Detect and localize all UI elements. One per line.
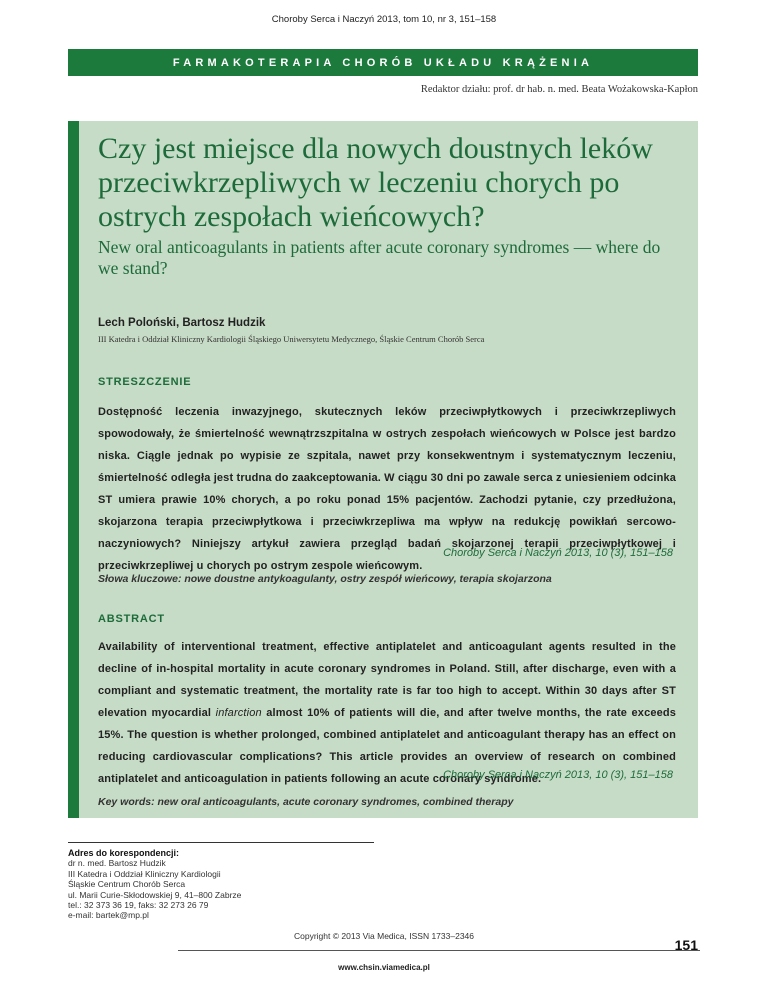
abstract-text-italic: infarction: [215, 707, 262, 719]
abstract-text-part1: Availability of interventional treatment, effective antiplatelet and anticoagulant agents resulted in the decline of in-hospital mortality in acute coronary syndromes in Poland. Still, after discharge, even with a compliant and systematic treatment, the mortality rate is far too high to accept. Within 30 days after ST elevation myocardial: [98, 641, 676, 719]
page-number: 151: [674, 937, 698, 953]
abstract-keywords: Key words: new oral anticoagulants, acute coronary syndromes, combined therapy: [98, 796, 514, 808]
correspondence-line: Śląskie Centrum Chorób Serca: [68, 879, 186, 890]
article-title-english: New oral anticoagulants in patients after acute coronary syndromes — where do we stand?: [98, 237, 661, 278]
correspondence-rule: [68, 842, 374, 843]
streszczenie-heading: STRESZCZENIE: [98, 376, 192, 388]
abstract-heading: ABSTRACT: [98, 613, 165, 625]
correspondence-line: ul. Marii Curie-Skłodowskiej 9, 41–800 Zabrze: [68, 889, 242, 900]
section-editor: Redaktor działu: prof. dr hab. n. med. Beata Wożakowska-Kapłon: [420, 84, 698, 95]
article-title-polish: Czy jest miejsce dla nowych doustnych leków przeciwkrzepliwych w leczeniu chorych po ostrych zespołach wieńcowych?: [98, 132, 653, 233]
accent-bar: [68, 121, 79, 818]
section-banner: FARMAKOTERAPIA CHORÓB UKŁADU KRĄŻENIA: [68, 49, 698, 76]
abstract-citation: Choroby Serca i Naczyń 2013, 10 (3), 151–158: [443, 769, 673, 781]
correspondence-line: dr n. med. Bartosz Hudzik: [68, 858, 166, 869]
correspondence-line: tel.: 32 373 36 19, faks: 32 273 26 79: [68, 900, 209, 911]
streszczenie-keywords: Słowa kluczowe: nowe doustne antykoagulanty, ostry zespół wieńcowy, terapia skojarzona: [98, 573, 552, 585]
affiliation: III Katedra i Oddział Kliniczny Kardiologii Śląskiego Uniwersytetu Medycznego, Śląskie Centrum Chorób Serca: [98, 334, 485, 344]
running-head: Choroby Serca i Naczyń 2013, tom 10, nr 3, 151–158: [271, 14, 497, 25]
correspondence-heading: Adres do korespondencji:: [68, 848, 180, 858]
streszczenie-text: Dostępność leczenia inwazyjnego, skutecznych leków przeciwpłytkowych i przeciwkrzepliwych spowodowały, że śmiertelność wewnątrzszpitalna w ostrych zespołach wieńcowych w Polsce jest bardzo niska. Ciągle jednak po wypisie ze szpitala, nawet przy konsekwentnym i systematycznym leczeniu, śmiertelność odległa jest trudna do zaakceptowania. W ciągu 30 dni po zawale serca z uniesieniem odcinka ST umiera prawie 10% chorych, a po roku ponad 15% pacjentów. Zachodzi pytanie, czy przedłużona, skojarzona terapia przeciwpłytkowa i przeciwkrzepliwa ma wpływ na redukcję powikłań sercowo-naczyniowych? Niniejszy artykuł zawiera przegląd badań skojarzonej terapii przeciwpłytkowej i przeciwkrzepliwej u chorych po ostrym zespole wieńcowym.: [98, 406, 676, 572]
correspondence-line: III Katedra i Oddział Kliniczny Kardiologii: [68, 868, 221, 879]
abstract-text: [98, 636, 676, 790]
streszczenie-citation: Choroby Serca i Naczyń 2013, 10 (3), 151–158: [443, 547, 673, 559]
copyright: Copyright © 2013 Via Medica, ISSN 1733–2346: [294, 931, 474, 941]
abstract-text-part2: almost 10% of patients will die, and after twelve months, the rate exceeds 15%. The question is whether prolonged, combined antiplatelet and anticoagulant therapy has an effect on reducing cardiovascular complications? This article provides an overview of research on combined antiplatelet and anticoagulation in patients following an acute coronary syndrome.: [98, 707, 677, 785]
correspondence-block: [68, 848, 241, 921]
footer-rule: [178, 950, 700, 951]
journal-url[interactable]: www.chsin.viamedica.pl: [338, 963, 430, 972]
authors: Lech Poloński, Bartosz Hudzik: [98, 317, 266, 329]
correspondence-email[interactable]: e-mail: bartek@mp.pl: [68, 910, 149, 921]
